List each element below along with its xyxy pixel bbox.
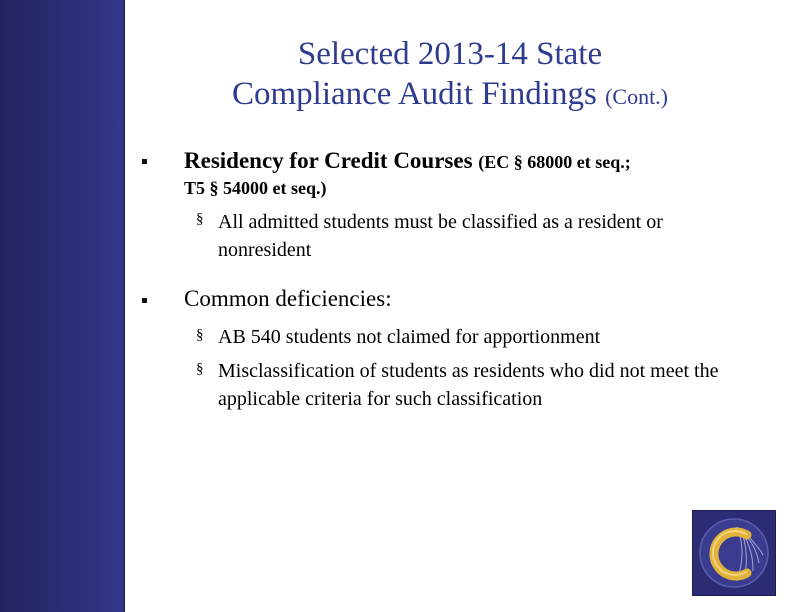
sub-bullet-ab540: AB 540 students not claimed for apportionment: [218, 326, 601, 348]
bullet-deficiencies-heading: Common deficiencies:: [184, 286, 392, 311]
residency-citation-line2: T5 § 54000 et seq.): [184, 178, 327, 198]
sub-bullet-classified: All admitted students must be classified as a resident or nonresident: [218, 211, 663, 261]
bullet-marker: [142, 298, 147, 303]
sub-bullet-marker: §: [196, 361, 204, 377]
college-c-logo-icon: [692, 510, 776, 596]
residency-citation: (EC § 68000 et seq.;: [478, 152, 631, 172]
slide-title: [140, 34, 760, 117]
title-line-1: Selected 2013-14 State: [297, 36, 603, 72]
sidebar-band: [0, 0, 125, 612]
title-line-2: Compliance Audit Findings: [231, 76, 597, 112]
bullet-residency-heading: [184, 147, 631, 176]
residency-heading-text: Residency for Credit Courses: [184, 148, 473, 173]
sub-bullet-marker: §: [196, 327, 204, 343]
title-cont: (Cont.): [605, 84, 669, 109]
sub-bullet-misclassification: Misclassification of students as residents who did not meet the applicable criteria for such classification: [218, 360, 719, 410]
sub-bullet-marker: §: [196, 211, 204, 227]
bullet-marker: [142, 159, 147, 164]
